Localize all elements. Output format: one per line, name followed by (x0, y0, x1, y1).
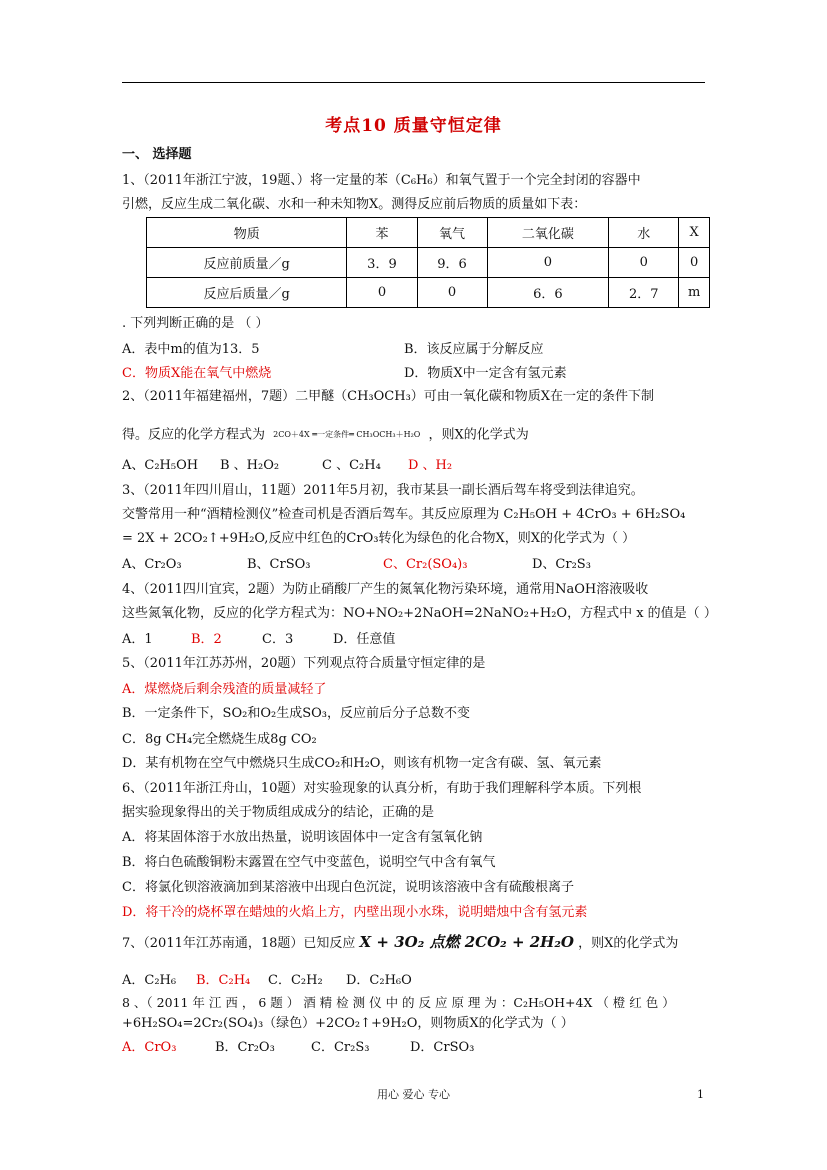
q6-line2: 据实验现象得出的关于物质组成成分的结论，正确的是 (122, 805, 435, 820)
q3-option-a: A、Cr₂O₃ (122, 557, 182, 572)
table-cell: 0 (417, 278, 487, 308)
q8-line2: +6H₂SO₄=2Cr₂(SO₄)₃（绿色）+2CO₂↑+9H₂O，则物质X的化学式为（ ） (122, 1016, 574, 1031)
table-cell: 反应后质量／g (147, 278, 347, 308)
table-cell: 3．9 (347, 248, 417, 278)
q6-option-c: C．将氯化钡溶液滴加到某溶液中出现白色沉淀，说明该溶液中含有硫酸根离子 (122, 880, 574, 895)
q4-option-a: A．1 (122, 632, 153, 647)
q4-option-c: C．3 (262, 632, 294, 647)
q1-line2: 引燃，反应生成二氧化碳、水和一种未知物X。测得反应前后物质的质量如下表： (122, 197, 587, 212)
q3-option-c: C、Cr₂(SO₄)₃ (383, 557, 468, 572)
q8-option-c: C．Cr₂S₃ (311, 1040, 370, 1055)
q6-line1: 6、（2011年浙江舟山，10题）对实验现象的认真分析，有助于我们理解科学本质。下列根 (122, 781, 642, 796)
q7-option-b: B．C₂H₄ (196, 973, 251, 988)
table-cell: 反应前质量／g (147, 248, 347, 278)
q3-line1: 3、（2011年四川眉山，11题）2011年5月初，我市某县一副长酒后驾车将受到法律追究。 (122, 483, 644, 498)
q8-option-b: B．Cr₂O₃ (215, 1040, 275, 1055)
q2-line2-post: ，则X的化学式为 (428, 427, 529, 443)
q3-option-b: B、CrSO₃ (247, 557, 311, 572)
table-cell: 二氧化碳 (487, 218, 609, 248)
q3-line2: 交警常用一种“酒精检测仪”检查司机是否酒后驾车。其反应原理为 C₂H₅OH + 4CrO₃ + 6H₂SO₄ (122, 507, 686, 522)
q2-equation: 2CO＋4X ═一定条件═ CH₃OCH₃＋H₂O (273, 430, 421, 439)
table-cell: 2．7 (609, 278, 679, 308)
mass-table (146, 217, 710, 308)
q8-option-d: D．CrSO₃ (410, 1040, 475, 1055)
q1-prompt: . 下列判断正确的是 （ ） (122, 316, 269, 331)
table-cell: 氧气 (417, 218, 487, 248)
q3-line3: = 2X + 2CO₂↑+9H₂O,反应中红色的CrO₃转化为绿色的化合物X，则X的化学式为（ ） (122, 531, 636, 546)
table-cell: 0 (487, 248, 609, 278)
q5-line1: 5、（2011年江苏苏州，20题）下列观点符合质量守恒定律的是 (122, 656, 486, 671)
table-cell: 0 (679, 248, 710, 278)
table-cell: 9．6 (417, 248, 487, 278)
table-cell: 0 (347, 278, 417, 308)
table-cell: 0 (609, 248, 679, 278)
header-rule (122, 82, 705, 83)
q7-option-d: D．C₂H₆O (346, 973, 412, 988)
table-row (147, 218, 710, 248)
q1-option-c: C．物质X能在氧气中燃烧 (122, 366, 272, 381)
q7-line (122, 933, 678, 953)
q2-line2 (122, 426, 529, 445)
page-number: 1 (697, 1088, 704, 1101)
q2-option-b: B 、H₂O₂ (220, 458, 280, 473)
q7-line-post: ，则X的化学式为 (578, 936, 679, 951)
q7-line-pre: 7、（2011年江苏南通，18题）已知反应 (122, 936, 356, 951)
q2-option-c: C 、C₂H₄ (322, 458, 381, 473)
q1-line1: 1、（2011年浙江宁波，19题、）将一定量的苯（C₆H₆）和氧气置于一个完全封闭的容器中 (122, 173, 641, 188)
q1-option-b: B．该反应属于分解反应 (404, 342, 544, 357)
table-row (147, 278, 710, 308)
q6-option-d: D．将干冷的烧杯罩在蜡烛的火焰上方，内壁出现小水珠，说明蜡烛中含有氢元素 (122, 905, 588, 920)
table-cell: 6．6 (487, 278, 609, 308)
table-cell: 水 (609, 218, 679, 248)
q5-option-b: B．一定条件下，SO₂和O₂生成SO₃，反应前后分子总数不变 (122, 706, 470, 721)
q5-option-a: A．煤燃烧后剩余残渣的质量减轻了 (122, 682, 327, 697)
table-cell: X (679, 218, 710, 248)
table-row (147, 248, 710, 278)
q2-option-a: A、C₂H₅OH (122, 458, 199, 473)
q4-line1: 4、（2011四川宜宾，2题）为防止硝酸厂产生的氮氧化物污染环境，通常用NaOH溶液吸收 (122, 582, 649, 597)
q5-option-d: D．某有机物在空气中燃烧只生成CO₂和H₂O，则该有机物一定含有碳、氢、氧元素 (122, 756, 602, 771)
q1-option-a: A．表中m的值为13．5 (122, 342, 260, 357)
q7-option-c: C．C₂H₂ (268, 973, 323, 988)
table-cell: 物质 (147, 218, 347, 248)
q7-equation: X + 3O₂ 点燃 2CO₂ + 2H₂O (359, 933, 574, 951)
q3-option-d: D、Cr₂S₃ (532, 557, 591, 572)
q4-option-d: D．任意值 (333, 632, 396, 647)
table-cell: m (679, 278, 710, 308)
q2-line1: 2、（2011年福建福州，7题）二甲醚（CH₃OCH₃）可由一氧化碳和物质X在一定的条件下制 (122, 389, 655, 404)
page-footer: 用心 爱心 专心 (377, 1088, 450, 1101)
q6-option-a: A．将某固体溶于水放出热量，说明该固体中一定含有氢氧化钠 (122, 830, 483, 845)
q1-option-d: D．物质X中一定含有氢元素 (404, 366, 567, 381)
table-cell: 苯 (347, 218, 417, 248)
q8-line1: 8 、（ 2011 年 江 西 ， 6 题 ） 酒 精 检 测 仪 中 的 反 应 原 理 为 ：C₂H₅OH+4X （ 橙 红 色 ） (122, 995, 675, 1010)
q2-line2-pre: 得。反应的化学方程式为 (122, 427, 266, 443)
q7-option-a: A．C₂H₆ (122, 973, 177, 988)
q6-option-b: B．将白色硫酸铜粉末露置在空气中变蓝色，说明空气中含有氧气 (122, 855, 496, 870)
q4-option-b: B．2 (191, 632, 222, 647)
q4-line2: 这些氮氧化物，反应的化学方程式为：NO+NO₂+2NaOH=2NaNO₂+H₂O，方程式中 x 的值是（ ） (122, 606, 717, 621)
page-title: 考点10 质量守恒定律 (325, 116, 502, 136)
q5-option-c: C．8g CH₄完全燃烧生成8g CO₂ (122, 732, 317, 747)
section-heading: 一、 选择题 (122, 147, 192, 162)
q8-option-a: A．CrO₃ (122, 1040, 177, 1055)
q2-option-d: D 、H₂ (408, 458, 453, 473)
